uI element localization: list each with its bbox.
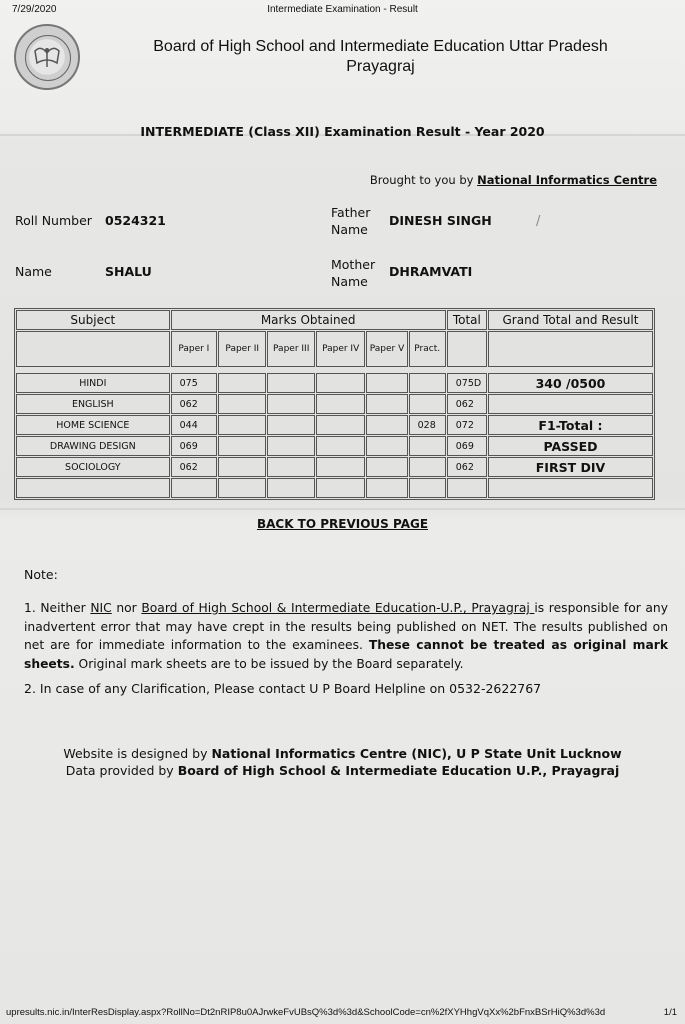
practical-cell xyxy=(409,436,446,456)
table-row xyxy=(16,415,653,435)
pen-mark: / xyxy=(536,214,541,229)
table-row xyxy=(16,436,653,456)
header-empty xyxy=(488,331,653,367)
page-number: 1/1 xyxy=(663,1007,677,1018)
table-row xyxy=(16,394,653,414)
paper1-cell: 062 xyxy=(171,457,217,477)
nic-link[interactable]: NIC xyxy=(90,601,112,615)
total-cell: 075D xyxy=(447,373,487,393)
paper1-cell: 069 xyxy=(171,436,217,456)
paper-fold xyxy=(0,508,685,510)
note-heading: Note: xyxy=(24,567,58,582)
table-row xyxy=(16,457,653,477)
print-title: Intermediate Examination - Result xyxy=(267,4,418,15)
header-paper-4: Paper IV xyxy=(316,331,365,367)
board-name: Board of High School and Intermediate Education Uttar Pradesh xyxy=(153,38,608,55)
print-date: 7/29/2020 xyxy=(12,4,57,15)
print-header xyxy=(12,4,673,18)
header-paper-1: Paper I xyxy=(171,331,217,367)
roll-number-label: Roll Number xyxy=(15,213,92,228)
grand-total-cell: FIRST DIV xyxy=(488,457,653,477)
grand-total-cell: PASSED xyxy=(488,436,653,456)
up-government-seal-icon xyxy=(14,24,80,90)
name-label: Name xyxy=(15,264,52,279)
header-grand-total: Grand Total and Result xyxy=(488,310,653,330)
mother-name-value: DHRAMVATI xyxy=(389,264,473,279)
paper1-cell: 044 xyxy=(171,415,217,435)
total-cell: 062 xyxy=(447,394,487,414)
note-1: 1. Neither NIC nor Board of High School & Intermediate Education-U.P., Prayagraj is responsible for any inadvertent error that may have crept in the results being published on NET. The results published on net are for immediate information to the examinees. These cannot be treated as original mark sheets. Original mark sheets are to be issued by the Board separately. xyxy=(24,601,669,671)
site-footer: Website is designed by National Informatics Centre (NIC), U P State Unit Lucknow Data provided by Board of High School & Intermediate Education U.P., Prayagraj xyxy=(63,746,622,778)
practical-cell xyxy=(409,394,446,414)
header-paper-3: Paper III xyxy=(267,331,314,367)
father-name-value: DINESH SINGH xyxy=(389,213,492,228)
practical-cell xyxy=(409,457,446,477)
grand-total-cell xyxy=(488,394,653,414)
brought-by xyxy=(370,173,657,187)
header-empty xyxy=(16,331,170,367)
total-cell: 062 xyxy=(447,457,487,477)
back-to-previous-page-link[interactable]: BACK TO PREVIOUS PAGE xyxy=(256,517,429,531)
print-url: upresults.nic.in/InterResDisplay.aspx?RollNo=Dt2nRIP8u0AJrwkeFvUBsQ%3d%3d&SchoolCode=cn%2fXYHhgVqXx%2bFnxBSrHiQ%3d%3d xyxy=(6,1007,606,1018)
grand-total-cell: 340 /0500 xyxy=(488,373,653,393)
mother-name-label: Mother Name xyxy=(331,257,376,289)
board-city: Prayagraj xyxy=(346,58,415,75)
print-footer xyxy=(6,1007,679,1021)
board-title xyxy=(96,37,665,77)
nic-link[interactable]: National Informatics Centre xyxy=(477,173,657,187)
header-total: Total xyxy=(447,310,487,330)
total-cell: 069 xyxy=(447,436,487,456)
empty-row xyxy=(16,478,653,498)
grand-total-cell: F1-Total : xyxy=(488,415,653,435)
name-value: SHALU xyxy=(105,264,152,279)
practical-cell: 028 xyxy=(409,415,446,435)
total-cell: 072 xyxy=(447,415,487,435)
table-row xyxy=(16,373,653,393)
paper1-cell: 062 xyxy=(171,394,217,414)
practical-cell xyxy=(409,373,446,393)
header-practical: Pract. xyxy=(409,331,446,367)
header-paper-5: Paper V xyxy=(366,331,407,367)
header-empty xyxy=(447,331,487,367)
subject-cell: SOCIOLOGY xyxy=(16,457,170,477)
father-name-label: Father Name xyxy=(331,205,371,237)
board-link[interactable]: Board of High School & Intermediate Education-U.P., Prayagraj xyxy=(141,601,535,615)
paper1-cell: 075 xyxy=(171,373,217,393)
subject-cell: ENGLISH xyxy=(16,394,170,414)
subject-cell: HINDI xyxy=(16,373,170,393)
header-subject: Subject xyxy=(16,310,170,330)
header-paper-2: Paper II xyxy=(218,331,266,367)
brought-by-prefix: Brought to you by xyxy=(369,173,478,187)
note-2: 2. In case of any Clarification, Please contact U P Board Helpline on 0532-2622767 xyxy=(24,681,542,696)
marks-table xyxy=(14,308,655,500)
exam-title: INTERMEDIATE (Class XII) Examination Result - Year 2020 xyxy=(140,124,545,139)
header-marks-obtained: Marks Obtained xyxy=(171,310,446,330)
roll-number-value: 0524321 xyxy=(105,213,166,228)
subject-cell: DRAWING DESIGN xyxy=(16,436,170,456)
subject-cell: HOME SCIENCE xyxy=(16,415,170,435)
